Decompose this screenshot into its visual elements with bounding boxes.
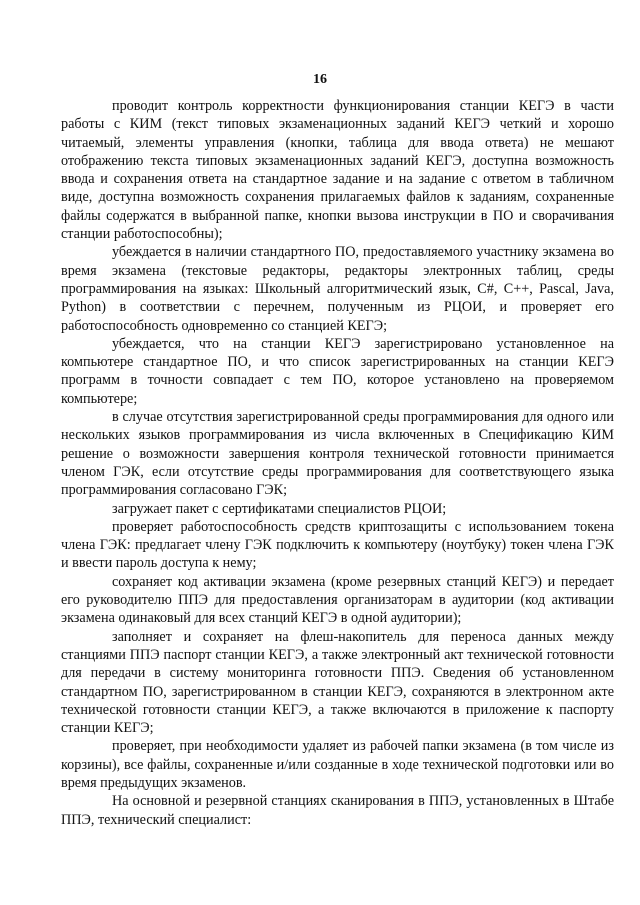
body-text bbox=[61, 97, 614, 829]
paragraph: в случае отсутствия зарегистрированной среды программирования для одного или нескольких языков программирования из числа включенных в Спецификацию КИМ решение о возможности завершения контроля технической готовности принимается членом ГЭК, если отсутствие среды программирования для соответствующего языка программирования согласовано ГЭК; bbox=[61, 409, 614, 499]
paragraph: проверяет работоспособность средств криптозащиты с использованием токена члена ГЭК: предлагает члену ГЭК подключить к компьютеру (ноутбуку) токен члена ГЭК и ввести пароль доступа к нему; bbox=[61, 518, 614, 572]
paragraph: На основной и резервной станциях сканирования в ППЭ, установленных в Штабе ППЭ, технический специалист: bbox=[61, 793, 614, 828]
paragraph: убеждается, что на станции КЕГЭ зарегистрировано установленное на компьютере стандартное ПО, и что список зарегистрированных на станции КЕГЭ программ в точности совпадает с тем ПО, которое установлено на проверяемом компьютере; bbox=[61, 335, 614, 407]
paragraph: проверяет, при необходимости удаляет из рабочей папки экзамена (в том числе из корзины), все файлы, сохраненные и/или созданные в ходе технической подготовки или во время предыдущих экзаменов. bbox=[61, 738, 614, 791]
paragraph: загружает пакет с сертификатами специалистов РЦОИ; bbox=[112, 500, 447, 517]
paragraph: убеждается в наличии стандартного ПО, предоставляемого участнику экзамена во время экзамена (текстовые редакторы, редакторы электронных таблиц, среды программирования на языках: Школьный алгоритмический язык, C#, C++, Pascal, Java, Python) в соответствии с перечнем, полученным из РЦОИ, и проверяет его работоспособность одновременно со станцией КЕГЭ; bbox=[61, 244, 614, 334]
page-number: 16 bbox=[313, 72, 327, 87]
paragraph: заполняет и сохраняет на флеш-накопитель для переноса данных между станциями ППЭ паспорт станции КЕГЭ, а также электронный акт технической готовности для передачи в систему мониторинга готовности ППЭ. Сведения об установленном стандартном ПО, зарегистрированном в станции КЕГЭ, сохраняются в электронном акте технической готовности станции КЕГЭ, а также включаются в приложение к паспорту станции КЕГЭ; bbox=[61, 628, 614, 737]
paragraph: проводит контроль корректности функционирования станции КЕГЭ в части работы с КИМ (текст типовых экзаменационных заданий КЕГЭ четкий и хорошо читаемый, элементы управления (кнопки, таблица для ввода ответа) не мешают отображению текста типовых экзаменационных заданий КЕГЭ, доступна возможность ввода и сохранения ответа на стандартное задание и на задание с ответом в табличном виде, доступна возможность сохранения прилагаемых файлов к заданиям, сохраненные файлы содержатся в выбранной папке, кнопки вызова инструкции в ПО и сворачивания станции работоспособны); bbox=[61, 98, 614, 243]
paragraph: сохраняет код активации экзамена (кроме резервных станций КЕГЭ) и передает его руководителю ППЭ для предоставления организаторам в аудитории (код активации экзамена одинаковый для всех станций КЕГЭ в одной аудитории); bbox=[61, 573, 614, 627]
